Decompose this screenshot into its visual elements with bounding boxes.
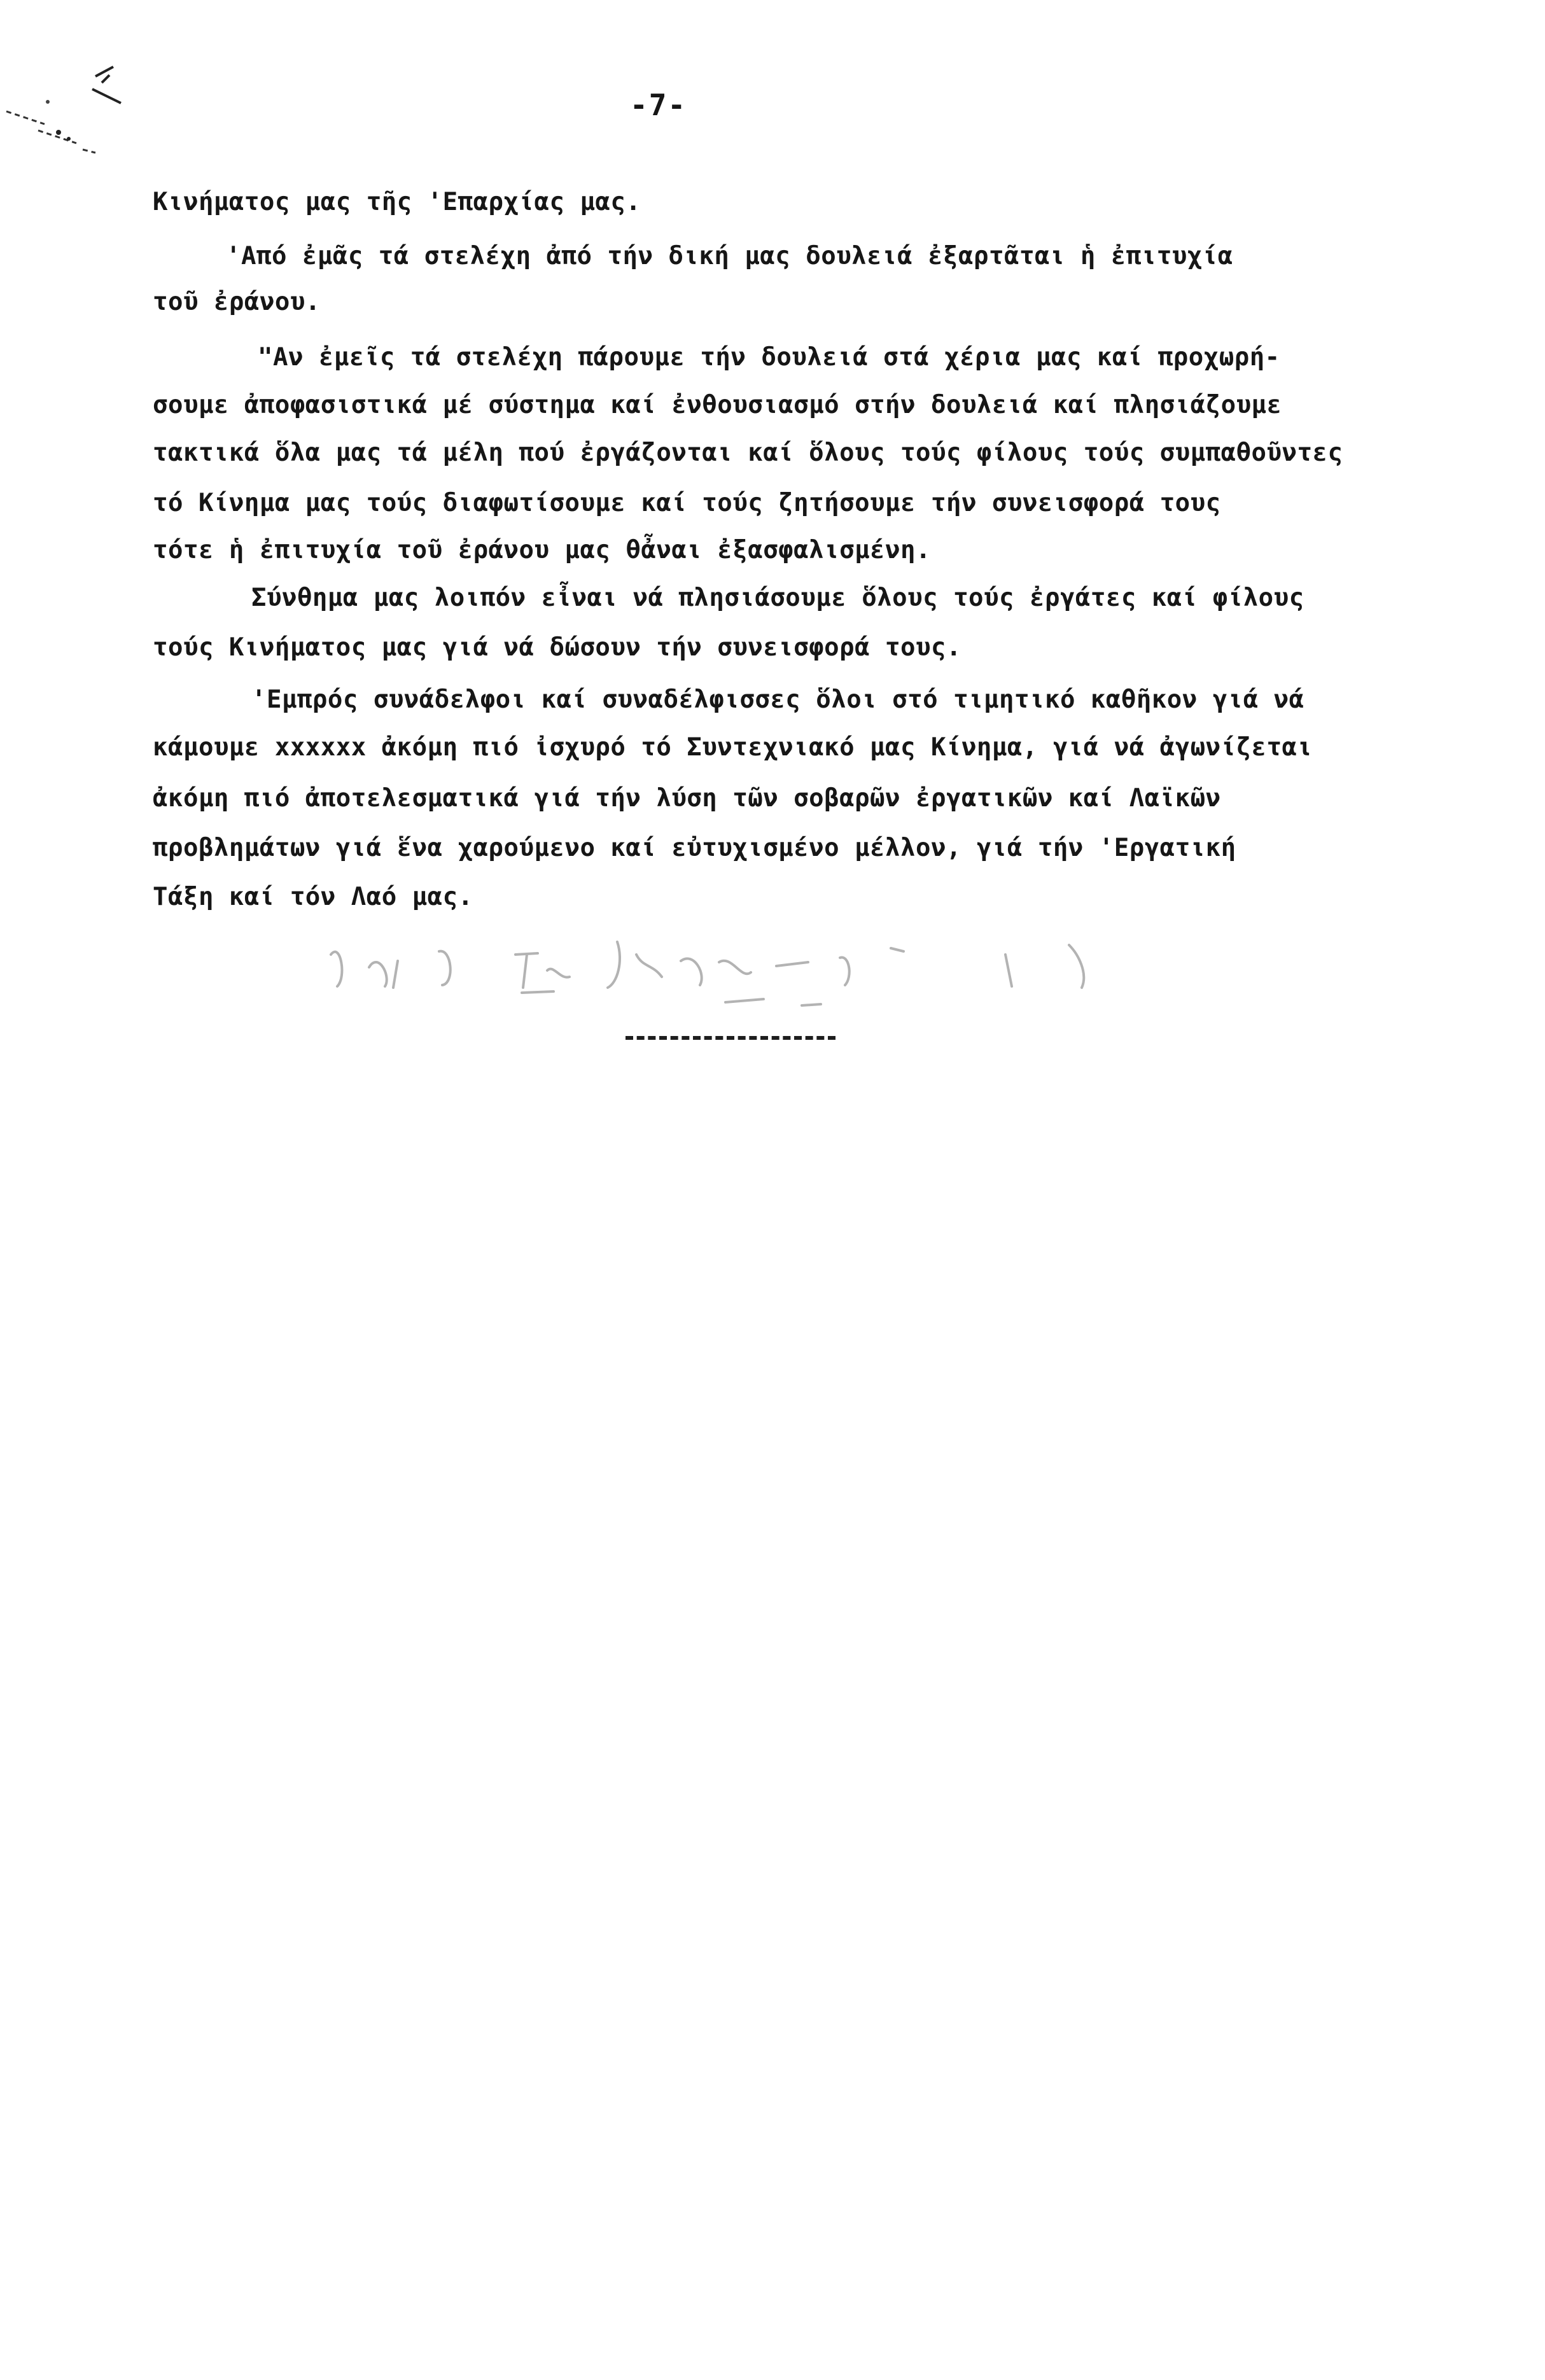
body-line: τακτικά ὅλα μας τά μέλη πού ἐργάζονται καί ὅλους τούς φίλους τούς συμπαθοῦντες (153, 438, 1343, 467)
end-rule-dashes (626, 1036, 835, 1040)
body-line: κάμουμε xxxxxx ἀκόμη πιό ἰσχυρό τό Συντεχνιακό μας Κίνημα, γιά νά ἀγωνίζεται (153, 733, 1313, 762)
body-line: ἀκόμη πιό ἀποτελεσματικά γιά τήν λύση τῶν σοβαρῶν ἐργατικῶν καί Λαϊκῶν (153, 784, 1221, 813)
handwritten-signature (318, 916, 1273, 1012)
body-line: Κινήματος μας τῆς 'Επαρχίας μας. (153, 188, 641, 216)
corner-ink-marks (0, 64, 127, 178)
body-line: τοῦ ἐράνου. (153, 288, 321, 316)
body-line: σουμε ἀποφασιστικά μέ σύστημα καί ἐνθουσιασμό στήν δουλειά καί πλησιάζουμε (153, 391, 1282, 419)
body-line: τότε ἡ ἐπιτυχία τοῦ ἐράνου μας θἆναι ἐξασφαλισμένη. (153, 536, 931, 564)
body-line: Τάξη καί τόν Λαό μας. (153, 883, 473, 911)
page-number: -7- (630, 88, 687, 122)
body-line: προβλημάτων γιά ἕνα χαρούμενο καί εὐτυχισμένο μέλλον, γιά τήν 'Εργατική (153, 834, 1236, 862)
body-line: 'Από ἐμᾶς τά στελέχη ἀπό τήν δική μας δουλειά ἐξαρτᾶται ἡ ἐπιτυχία (226, 242, 1233, 270)
body-line: 'Εμπρός συνάδελφοι καί συναδέλφισσες ὅλοι στό τιμητικό καθῆκον γιά νά (251, 685, 1304, 714)
body-line: τούς Κινήματος μας γιά νά δώσουν τήν συνεισφορά τους. (153, 633, 961, 662)
body-line: Σύνθημα μας λοιπόν εἶναι νά πλησιάσουμε ὅλους τούς ἐργάτες καί φίλους (251, 584, 1304, 612)
body-line: "Αν ἐμεῖς τά στελέχη πάρουμε τήν δουλειά στά χέρια μας καί προχωρή- (258, 343, 1280, 372)
body-line: τό Κίνημα μας τούς διαφωτίσουμε καί τούς ζητήσουμε τήν συνεισφορά τους (153, 489, 1221, 517)
